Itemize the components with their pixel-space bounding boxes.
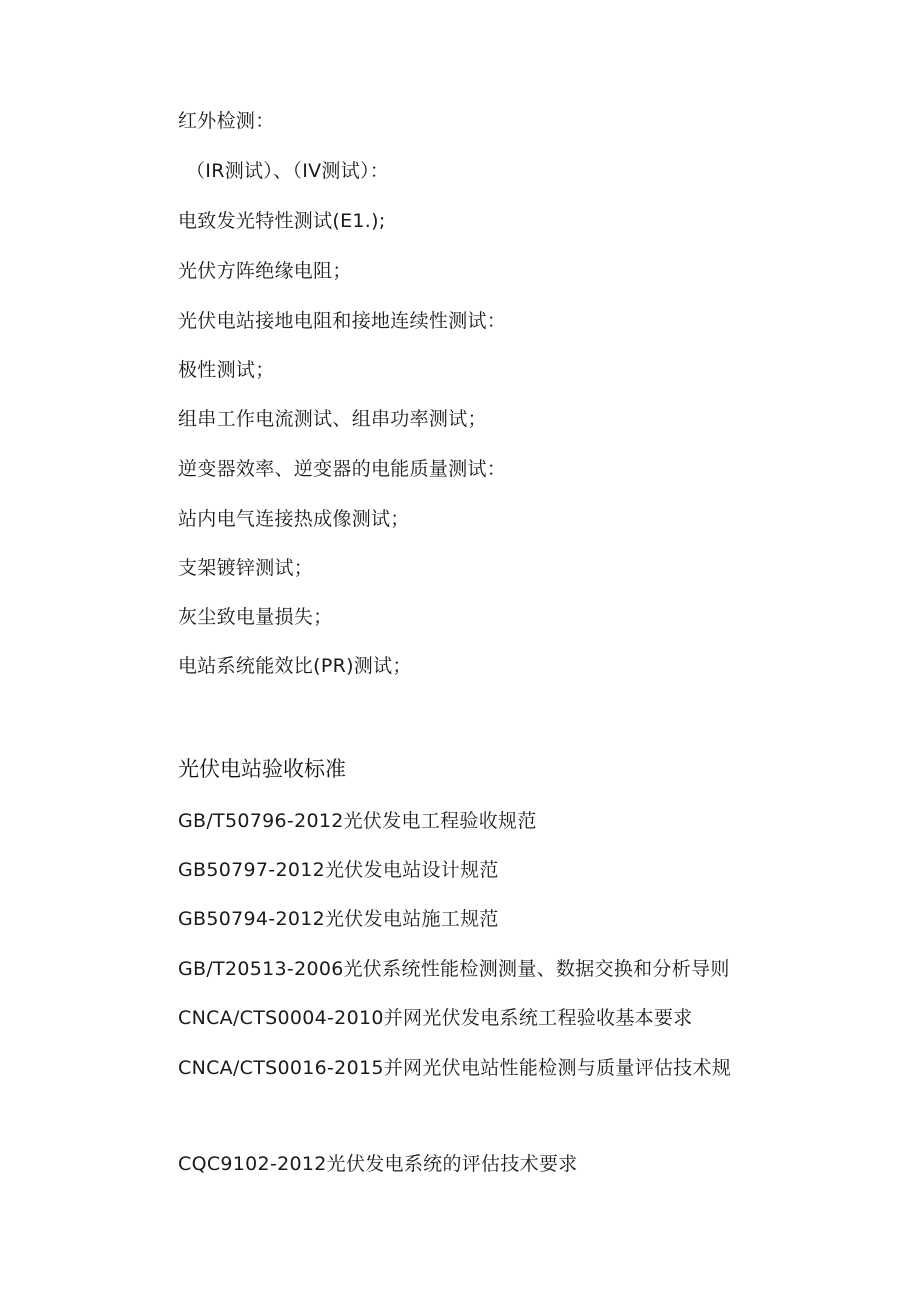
test-item-array-insulation: 光伏方阵绝缘电阻； — [178, 260, 352, 282]
test-item-galvanizing: 支架镀锌测试； — [178, 557, 314, 579]
standard-item: GB50794-2012光伏发电站施工规范 — [178, 908, 499, 930]
test-item-polarity: 极性测试； — [178, 359, 275, 381]
test-item-inverter: 逆变器效率、逆变器的电能质量测试： — [178, 458, 507, 480]
test-item-string-current-power: 组串工作电流测试、组串功率测试； — [178, 408, 487, 430]
section-heading-standards: 光伏电站验收标准 — [178, 757, 346, 781]
test-item-electroluminescence: 电致发光特性测试(E1.); — [178, 210, 386, 232]
test-item-performance-ratio: 电站系统能效比(PR)测试； — [178, 655, 412, 677]
standard-item: GB/T20513-2006光伏系统性能检测测量、数据交换和分析导则 — [178, 958, 730, 980]
standard-item: CQC9102-2012光伏发电系统的评估技术要求 — [178, 1153, 578, 1175]
standard-item: GB/T50796-2012光伏发电工程验收规范 — [178, 810, 537, 832]
standard-item: CNCA/CTS0016-2015并网光伏电站性能检测与质量评估技术规 — [178, 1057, 732, 1079]
standard-item: GB50797-2012光伏发电站设计规范 — [178, 859, 499, 881]
test-item-infrared: 红外检测： — [178, 110, 275, 132]
standard-item: CNCA/CTS0004-2010并网光伏发电系统工程验收基本要求 — [178, 1007, 693, 1029]
test-item-grounding: 光伏电站接地电阻和接地连续性测试： — [178, 310, 507, 332]
test-item-dust-loss: 灰尘致电量损失； — [178, 606, 333, 628]
test-item-thermal-imaging: 站内电气连接热成像测试； — [178, 508, 410, 530]
test-item-ir-iv: （IR测试）、（IV测试）： — [186, 160, 390, 182]
